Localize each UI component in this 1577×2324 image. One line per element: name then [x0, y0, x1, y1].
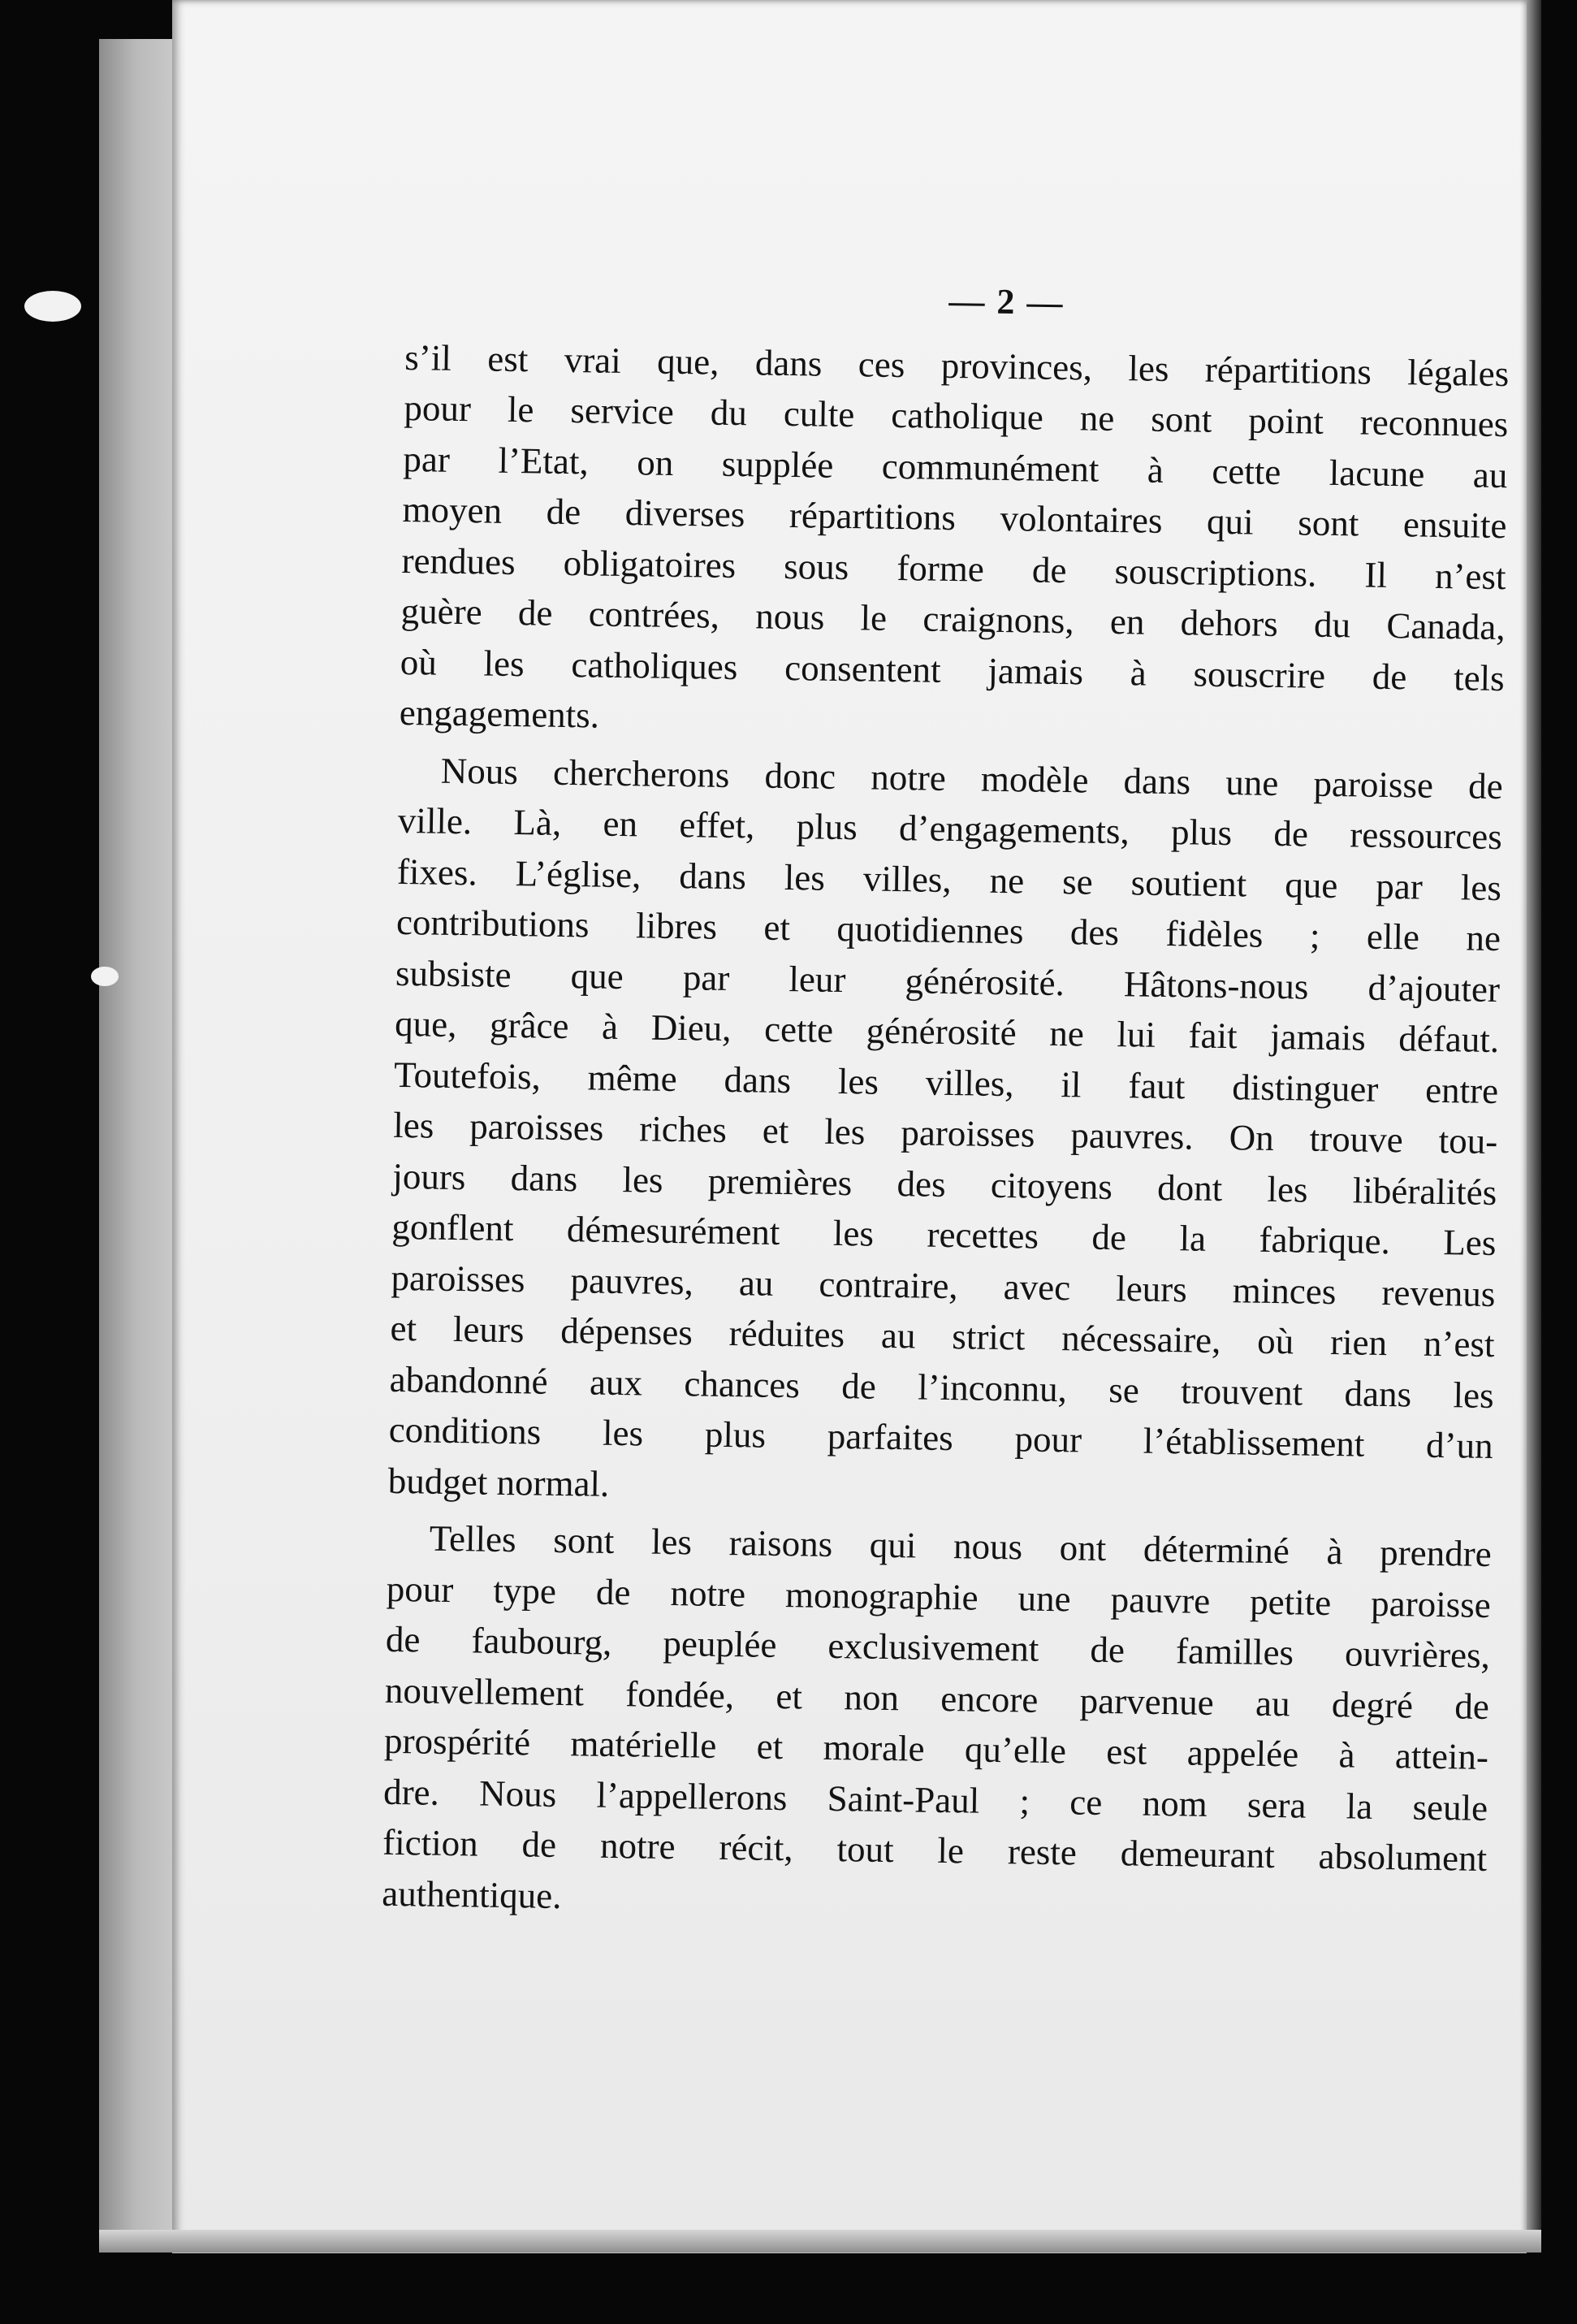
- text-line: moyen de diverses répartitions volontaires qui sont ensuite: [402, 488, 1507, 547]
- text-line: Toutefois, même dans les villes, il faut distinguer entre: [393, 1054, 1499, 1111]
- text-line: ville. Là, en effet, plus d’engagements, plus de ressources: [397, 799, 1503, 858]
- text-line: fixes. L’église, dans les villes, ne se soutient que par les: [396, 850, 1502, 908]
- text-line: prospérité matérielle et morale qu’elle est appelée à attein-: [383, 1720, 1489, 1777]
- text-line: Nous chercherons donc notre modèle dans une paroisse de: [440, 750, 1504, 807]
- text-line: abandonné aux chances de l’inconnu, se trouvent dans les: [389, 1358, 1494, 1416]
- paragraph-1: [399, 331, 1509, 754]
- text-line: budget normal.: [387, 1460, 610, 1504]
- text-line: nouvellement fondée, et non encore parvenue au degré de: [384, 1669, 1490, 1727]
- text-line: de faubourg, peuplée exclusivement de familles ouvrières,: [385, 1618, 1491, 1676]
- text-line: pour type de notre monographie une pauvre petite paroisse: [386, 1568, 1492, 1625]
- text-line: fiction de notre récit, tout le reste demeurant absolument: [382, 1821, 1488, 1879]
- text-line: par l’Etat, on supplée communément à cette lacune au: [403, 438, 1508, 496]
- text-line: où les catholiques consentent jamais à souscrire de tels: [400, 641, 1506, 699]
- text-line: gonflent démesurément les recettes de la fabrique. Les: [391, 1205, 1497, 1264]
- text-line: guère de contrées, nous le craignons, en dehors du Canada,: [400, 590, 1506, 648]
- text-line: pour le service du culte catholique ne sont point reconnues: [404, 387, 1509, 445]
- text-line: contributions libres et quotidiennes des fidèles ; elle ne: [395, 901, 1501, 959]
- paragraph-2: [387, 744, 1503, 1522]
- page-number: — 2 —: [948, 280, 1065, 323]
- text-line: dre. Nous l’appellerons Saint-Paul ; ce nom sera la seule: [382, 1771, 1488, 1828]
- text-line: rendues obligatoires sous forme de souscriptions. Il n’est: [401, 539, 1506, 597]
- text-line: engagements.: [399, 691, 600, 736]
- page-bottom-edge: [99, 2230, 1541, 2253]
- text-line: que, grâce à Dieu, cette générosité ne lui fait jamais défaut.: [394, 1002, 1500, 1061]
- text-line: paroisses pauvres, au contraire, avec leurs minces revenus: [391, 1257, 1496, 1314]
- scan-speck: [24, 291, 81, 322]
- paragraph-3: [382, 1513, 1492, 1935]
- text-line: conditions les plus parfaites pour l’établissement d’un: [388, 1409, 1494, 1467]
- text-line: les paroisses riches et les paroisses pauvres. On trouve tou-: [392, 1104, 1498, 1162]
- text-line: authentique.: [381, 1872, 562, 1916]
- page-right-edge-shadow: [1527, 0, 1541, 2250]
- text-line: Telles sont les raisons qui nous ont déterminé à prendre: [429, 1517, 1493, 1575]
- text-line: et leurs dépenses réduites au strict nécessaire, où rien n’est: [390, 1307, 1495, 1365]
- text-line: jours dans les premières des citoyens dont les libéralités: [392, 1155, 1497, 1213]
- scan-speck: [91, 967, 119, 986]
- text-line: subsiste que par leur générosité. Hâtons-nous d’ajouter: [395, 952, 1501, 1010]
- page-text-block: [382, 268, 1510, 1935]
- text-line: s’il est vrai que, dans ces provinces, les répartitions légales: [404, 336, 1510, 394]
